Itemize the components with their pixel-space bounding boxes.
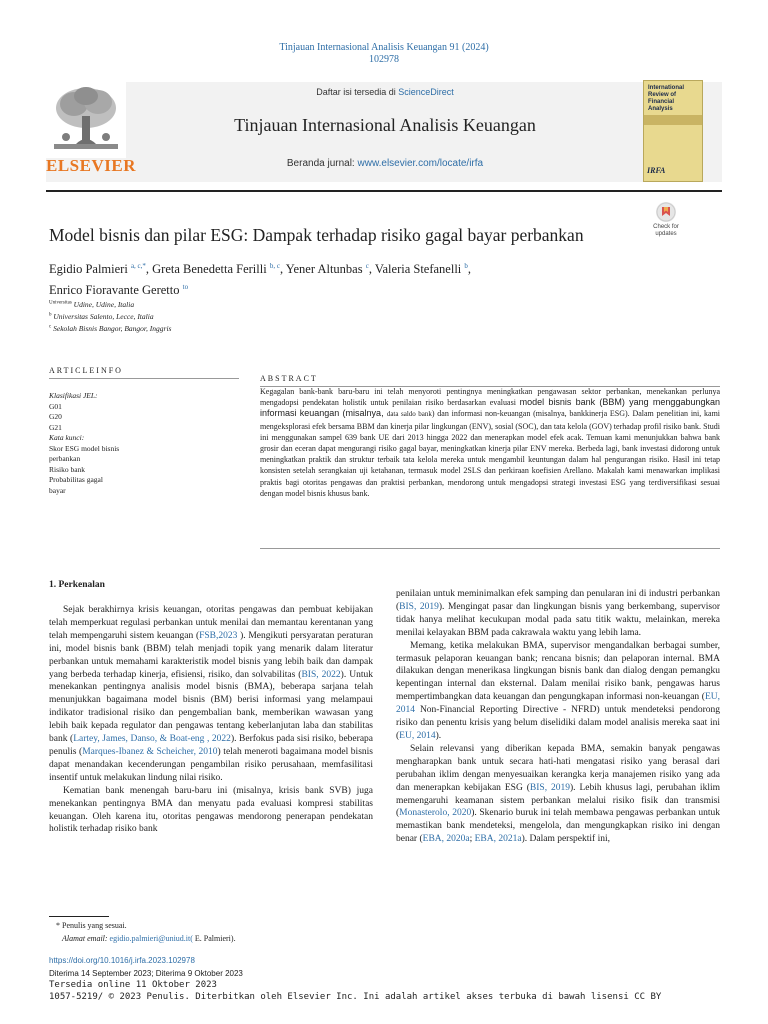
check-updates-label: Check for updates	[653, 224, 679, 237]
email-link[interactable]: egidio.palmieri@uniud.it(	[109, 934, 193, 943]
citation-link[interactable]: BIS, 2019	[399, 601, 439, 612]
cover-stripe	[644, 115, 702, 125]
section-heading-introduction: 1. Perkenalan	[49, 580, 105, 590]
article-info-rule	[49, 378, 239, 379]
citation-link[interactable]: EU, 2014	[396, 692, 720, 716]
citation-link[interactable]: Lartey, James, Danso, & Boat-eng , 2022	[73, 734, 231, 745]
check-updates-icon	[656, 202, 676, 222]
intro-paragraph-2: Kematian bank menengah baru-baru ini (misalnya, krisis bank SVB) juga menekankan pentingnya BMA dan menyatu pada evaluasi kompresi stabilitas keuangan. Oleh karena itu, otoritas pengawas mendorong penerapan pendekatan holistik terhadap risiko bank	[49, 785, 373, 835]
header-divider	[46, 190, 722, 192]
author-1[interactable]: Egidio Palmieri $^{a, c,*}$	[49, 262, 146, 277]
check-for-updates-button[interactable]	[648, 202, 684, 238]
citation-link[interactable]: FSB,2023	[199, 630, 238, 641]
jel-label: Klasifikasi JEL:	[49, 391, 98, 400]
citation-link[interactable]: BIS, 2022	[301, 669, 341, 680]
paper-title: Model bisnis dan pilar ESG: Dampak terhadap risiko gagal bayar perbankan	[49, 225, 584, 245]
author-5[interactable]: Enrico Fioravante Geretto $^{to}$	[49, 283, 189, 298]
license-line: 1057-5219/ © 2023 Penulis. Diterbitkan oleh Elsevier Inc. Ini adalah artikel akses terbuka di bawah lisensi CC BY	[49, 992, 662, 1002]
right-column	[396, 588, 720, 846]
article-info-heading: ARTICLEINFO	[49, 366, 123, 375]
keyword: perbankan	[49, 454, 81, 463]
corresponding-author-note: * Penulis yang sesuai.	[56, 921, 127, 930]
affiliation-c: $^c$ Sekolah Bisnis Bangor, Bangor, Inggris	[49, 324, 172, 333]
affiliation-a: $^{Universitas}$ Udine, Udine, Italia	[49, 300, 135, 309]
publisher-logo-text: ELSEVIER	[46, 156, 136, 175]
abstract-rule-bottom	[260, 548, 720, 549]
footnote-rule	[49, 916, 109, 917]
journal-reference-line1[interactable]: Tinjauan Internasional Analisis Keuangan 91 (2024)	[279, 42, 489, 53]
intro-paragraph-3: penilaian untuk meminimalkan efek samping dan penularan ini di industri perbankan (BIS, 2019). Mengingat pasar dan lingkungan bisnis yang berkembang, supervisor tidak hanya melihat kecukupan modal pada satu titik waktu, melainkan, mereka menilai kelayakan BBM pada cakrawala waktu yang lebih lama.	[396, 589, 720, 638]
journal-homepage	[150, 158, 620, 169]
homepage-prefix: Beranda jurnal:	[286, 158, 358, 169]
abstract-heading: ABSTRACT	[260, 374, 318, 383]
keyword: Risiko bank	[49, 464, 86, 474]
citation-link[interactable]: Monasterolo, 2020	[399, 808, 472, 819]
journal-reference-line2[interactable]: 102978	[369, 54, 399, 65]
intro-paragraph-5: Selain relevansi yang diberikan kepada BMA, semakin banyak pengawas mengharapkan bank untuk secara hati-hati mengatasi risiko yang berasal dari perubahan iklim dengan menyesuaikan kerangka kerja manajemen risiko yang ada dan menerapkan kebijakan ESG (BIS, 2019). Lebih khusus lagi, perubahan iklim memengaruhi keamanan sistem perbankan melalui risiko fisik dan transmisi (Monasterolo, 2020). Skenario buruk ini telah membawa pengawas perbankan untuk memastikan bank mendeteksi, mengelola, dan mengungkapkan risiko ini dengan benar (EBA, 2020a; EBA, 2021a). Dalam perspektif ini,	[396, 743, 720, 845]
left-column	[49, 604, 373, 836]
intro-paragraph-1: Sejak berakhirnya krisis keuangan, otoritas pengawas dan pembuat kebijakan telah memperkuat regulasi perbankan untuk menilai dan memantau kerentanan yang telah mempengaruhi sistem keuangan (FSB,2023 ). Mengikuti persyaratan peraturan ini, model bisnis bank (BBM) telah menjadi topik yang menarik dalam literatur perbankan untuk memahami karakteristik model bisnis yang lebih baik dan dampak yang berbeda terhadap kinerja, efisiensi, risiko, dan solvabilitas (BIS, 2022). Untuk menekankan pentingnya analisis model bisnis (BMA), beberapa sarjana telah menunjukkan bagaimana model bisnis (BM) berisi informasi yang melampaui indikator tradisional risiko dan pengembalian bank, memberikan wawasan yang lebih baik kepada regulator dan pengawas tentang keberlanjutan laba dan stabilitas bank (Lartey, James, Danso, & Boat-eng , 2022). Berfokus pada sisi risiko, beberapa penulis (Marques-Ibanez & Scheicher, 2010) telah meneroti bagaimana model bisnis dapat menandakan kecenderungan pengambilan risiko perusahaan, memfasilitasi insentif untuk melakukan lindung nilai risiko.	[49, 605, 373, 783]
homepage-link[interactable]: www.elsevier.com/locate/irfa	[357, 158, 484, 169]
author-4[interactable]: Valeria Stefanelli $^b$	[374, 262, 468, 277]
online-date: Tersedia online 11 Oktober 2023	[49, 980, 217, 990]
jel-code: G21	[49, 422, 62, 432]
email-name: E. Palmieri).	[192, 934, 236, 943]
jel-code: G20	[49, 412, 62, 421]
jel-code: G01	[49, 401, 62, 411]
citation-link[interactable]: EBA, 2021a	[474, 834, 522, 845]
article-info	[49, 391, 189, 496]
keywords-label: Kata kunci:	[49, 433, 85, 442]
cover-title: International Review of Financial Analysis	[648, 85, 685, 112]
cover-logo: IRFA	[647, 166, 666, 175]
author-2[interactable]: Greta Benedetta Ferilli $^{b, c}$	[152, 262, 280, 277]
keyword: bayar	[49, 485, 66, 495]
citation-link[interactable]: EU, 2014	[399, 730, 436, 741]
author-3[interactable]: Yener Altunbas $^c$	[285, 262, 369, 277]
received-dates: Diterima 14 September 2023; Diterima 9 Oktober 2023	[49, 969, 243, 978]
journal-reference[interactable]	[0, 42, 768, 66]
email-label: Alamat email:	[62, 934, 108, 943]
citation-link[interactable]: Marques-Ibanez & Scheicher, 2010	[82, 746, 218, 757]
journal-cover-image	[643, 80, 703, 182]
abstract-text: Kegagalan bank-bank baru-baru ini telah menyoroti pentingnya meningkatkan pengawasan sektor perbankan, menekankan perlunya mengadopsi pendekatan holistik untuk penilaian risiko berdasarkan evaluasi model bisnis bank (BBM) yang menggabungkan informasi keuangan (misalnya, data saldo bank) dan informasi non-keuangan (misalnya, bankkinerja ESG). Dalam penelitian ini, kami mengeksplorasi efek bersama BBM dan kinerja pilar lingkungan (ENV), sosial (SOC), dan tata kelola (GOV) terhadap profil risiko bank. Studi ini menggunakan sampel 639 bank UE dari 2013 hingga 2022 dan menerapkan model efek acak. Temuan kami menunjukkan bahwa bank grosir dan eceran dapat mengurangi risiko gagal bayar, meningkatkan kinerja pilar ENV mereka. Berbeda lagi, bank investasi didorong untuk meningkatkan praktik dan struktur terbaik tata kelola mereka untuk mengambil keuntungan dalam hal pengurangan risiko. Hasil ini tetap konsisten setelah serangkaian uji ketahanan, termasuk model 2SLS dan perkiraan koefisien Arellano. Makalah kami menawarkan implikasi praktis bagi otoritas pengawas dan praktisi perbankan, mendorong untuk mengadopsi strategi investasi ESG yang terdiversifikasi sesuai dengan model bisnis khusus bank.	[260, 387, 721, 498]
doi-link[interactable]: https://doi.org/10.1016/j.irfa.2023.102978	[49, 956, 195, 965]
author-list: Egidio Palmieri $^{a, c,*}$, Greta Benedetta Ferilli $^{b, c}$, Yener Altunbas $^c$, Valeria Stefanelli $^b$, Enrico Fioravante Geretto $^{to}$	[49, 262, 472, 298]
sciencedirect-link[interactable]: ScienceDirect	[398, 87, 454, 97]
intro-paragraph-4: Memang, ketika melakukan BMA, supervisor mengandalkan berbagai sumber, termasuk pelaporan keuangan bank; rencana bisnis; dan pelaporan internal. BMA dilakukan dengan menerikasa lingkungan bisnis bank dan dialog dengan pemangku kepentingan internal dan eksternal. Dalam menilai risiko bank, pengawas harus mempertimbangkan data keuangan dan pengungkapan informasi non-keuangan (EU, 2014 Non-Financial Reporting Directive - NFRD) untuk mendeteksi pendorong risiko dan penentu krisis yang belum diselidiki dalam model analisis mereka saat ini (EU, 2014).	[396, 640, 720, 741]
keyword: Probabilitas gagal	[49, 475, 103, 484]
available-prefix: Daftar isi tersedia di	[316, 87, 399, 97]
keyword: Skor ESG model bisnis	[49, 443, 120, 453]
citation-link[interactable]: EBA, 2020a	[422, 834, 470, 845]
affiliation-b: $^b$ Universitas Salento, Lecce, Italia	[49, 312, 154, 321]
email-line	[62, 934, 236, 943]
citation-link[interactable]: BIS, 2019	[529, 782, 570, 793]
journal-title: Tinjauan Internasional Analisis Keuangan	[234, 115, 536, 135]
contents-available	[150, 87, 620, 97]
